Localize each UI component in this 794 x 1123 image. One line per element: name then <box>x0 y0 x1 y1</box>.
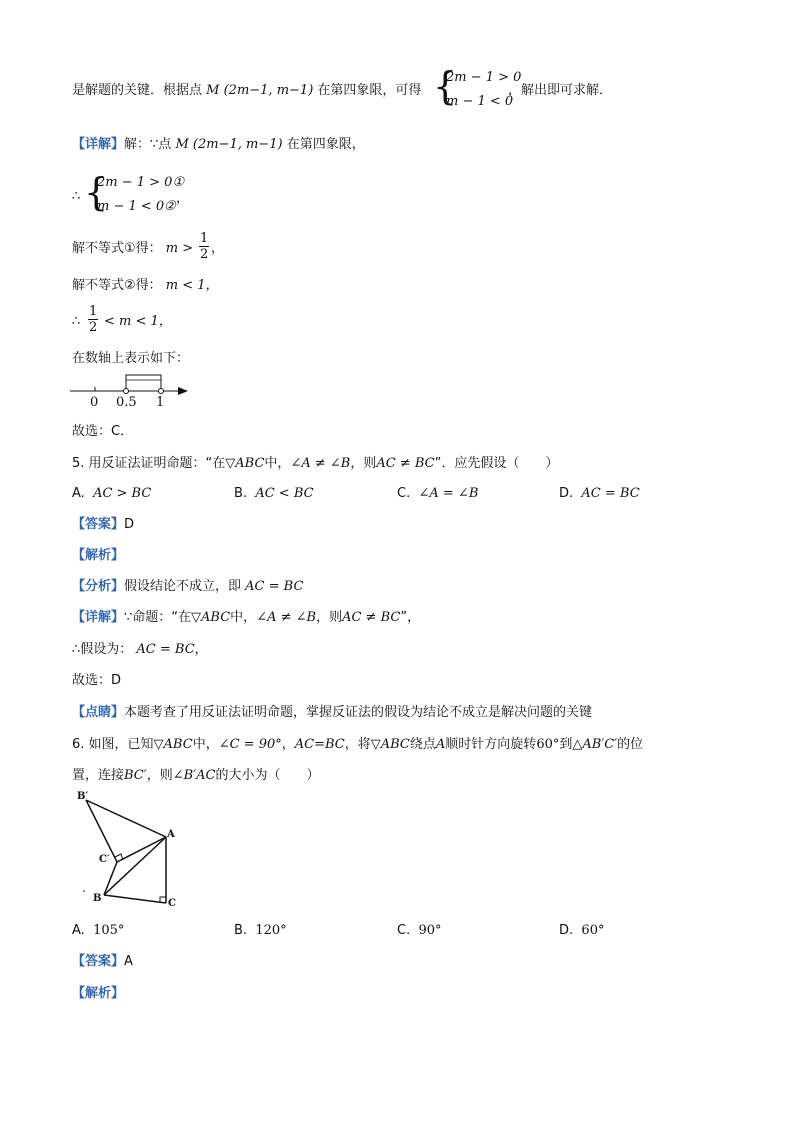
q5-comment <box>72 704 592 722</box>
q6-stem2-a: 置，连接 <box>72 768 125 783</box>
option-label: B. <box>234 486 248 501</box>
q6-stem1-h: 的位 <box>617 737 644 752</box>
option-value: AC < BC <box>255 486 314 501</box>
option-value: AC = BC <box>581 486 640 501</box>
open-point-half <box>124 389 129 394</box>
q6-geometry-figure <box>70 790 190 915</box>
right-angle-mark-c <box>160 897 166 902</box>
number-line-figure <box>66 370 196 398</box>
q5-option-d[interactable] <box>559 485 640 503</box>
detail4-text-b: 在第四象限， <box>286 137 365 152</box>
q5-analysis-text: 假设结论不成立，即 <box>124 579 242 594</box>
intro-line <box>72 82 421 100</box>
q5-detail-triangle: ▽ABC <box>191 610 231 625</box>
detail4-brace: { <box>84 170 109 214</box>
option-value: ∠A = ∠B <box>418 486 479 501</box>
q6-stem2-c: 的大小为（ ） <box>215 768 320 783</box>
option-value: 60° <box>581 923 605 938</box>
detail4-range-suffix: < m < 1， <box>104 314 172 329</box>
intro-brace: { <box>433 64 458 108</box>
fraction-numerator: 1 <box>200 231 209 246</box>
segment-b-prime-c-prime <box>86 800 117 862</box>
q5-detail-tag: 【详解】 <box>72 610 125 625</box>
q5-stem-d: ”．应先假设（ ） <box>434 456 559 471</box>
solution-bracket <box>126 375 161 391</box>
q6-stem2-b: ，则 <box>146 768 173 783</box>
open-point-one <box>159 389 164 394</box>
q5-stem-triangle: ▽ABC <box>225 456 265 471</box>
segment-a-b <box>104 837 166 895</box>
q5-detail-c: ，则 <box>316 610 343 625</box>
option-label: A. <box>72 923 85 938</box>
segment-b-c-prime <box>104 862 117 895</box>
option-value: AC > BC <box>93 486 152 501</box>
intro-system-line-1: 2m − 1 > 0 <box>446 70 522 85</box>
intro-system-line-2: m − 1 < 0 <box>446 94 514 109</box>
detail4-tag: 【详解】 <box>72 137 125 152</box>
detail4-answer: 故选：C． <box>72 424 134 439</box>
detail4-system-line-2: m − 1 < 0② <box>97 199 176 214</box>
q6-stem-line-1 <box>72 736 643 754</box>
q5-detail-condition: ∠A ≠ ∠B <box>256 610 317 625</box>
q5-detail-conclusion: AC ≠ BC <box>342 610 401 625</box>
number-line-arrow <box>178 387 188 395</box>
fig-label-c: C <box>168 898 176 909</box>
q6-option-c[interactable] <box>397 922 442 940</box>
q6-option-d[interactable] <box>559 922 604 940</box>
option-label: A. <box>72 486 85 501</box>
q5-analysis-expr: AC = BC <box>245 579 304 594</box>
intro-point: M (2m−1, m−1) <box>206 83 314 98</box>
detail4-range-fraction <box>88 304 98 335</box>
q6-stem1-equal: AC=BC <box>294 737 345 752</box>
q6-analysis-tag: 【解析】 <box>72 986 125 1001</box>
q6-stem1-a: 6. 如图，已知 <box>72 737 154 752</box>
detail4-comma: ， <box>176 191 190 206</box>
q5-stem-conclusion: AC ≠ BC <box>376 456 435 471</box>
detail4-step1-label: 解不等式①得： <box>72 241 162 256</box>
q5-detail-d: ”， <box>400 610 421 625</box>
q6-option-b[interactable] <box>234 922 287 940</box>
q5-assume <box>72 641 208 659</box>
q6-stem1-f: 顺时针方向旋转 <box>445 737 537 752</box>
q6-stem1-triangle-3: △AB′C′ <box>572 737 618 752</box>
detail4-half-fraction <box>199 231 209 262</box>
detail4-range-prefix: ∴ <box>72 314 81 329</box>
intro-text-b: 在第四象限，可得 <box>317 83 422 98</box>
detail4-point: M (2m−1, m−1) <box>175 137 283 152</box>
fraction-denominator: 2 <box>89 320 98 335</box>
fig-label-b: B <box>93 893 102 904</box>
intro-tail: ，解出即可求解． <box>508 83 613 98</box>
q6-stem1-e: 绕点 <box>409 737 436 752</box>
q5-choose: 故选：D <box>72 673 122 688</box>
q5-option-a[interactable] <box>72 485 151 503</box>
q5-detail <box>72 609 420 627</box>
tick-label-1: 1 <box>156 395 165 410</box>
option-value: 90° <box>418 923 442 938</box>
segment-b-c <box>104 895 166 903</box>
q6-stem2-angle: ∠B′AC <box>172 768 216 783</box>
q6-stem1-triangle: ▽ABC <box>153 737 193 752</box>
fraction-numerator: 1 <box>89 304 98 319</box>
q5-option-c[interactable] <box>397 485 478 503</box>
q6-stem1-degree: 60° <box>536 737 560 752</box>
detail4-system-line-1: 2m − 1 > 0① <box>97 175 185 190</box>
q5-comment-text: 本题考查了用反证法证明命题，掌握反证法的假设为结论不成立是解决问题的关键 <box>124 705 593 720</box>
q5-detail-b: 中， <box>230 610 257 625</box>
intro-text-a: 是解题的关键．根据点 <box>72 83 203 98</box>
q6-stem1-point: A <box>435 737 446 752</box>
q5-stem-a: 5. 用反证法证明命题：“在 <box>72 456 226 471</box>
segment-b-prime-a <box>86 800 166 837</box>
q6-stem1-d: ，将 <box>344 737 371 752</box>
option-label: D. <box>559 486 574 501</box>
q5-assume-a: ∴假设为： <box>72 642 133 657</box>
fraction-denominator: 2 <box>200 247 209 262</box>
q5-option-b[interactable] <box>234 485 314 503</box>
q6-stem-line-2 <box>72 767 319 785</box>
stray-dot <box>83 890 85 892</box>
q5-stem-c: ，则 <box>350 456 377 471</box>
q6-answer-tag: 【答案】 <box>72 954 125 969</box>
option-label: B. <box>234 923 248 938</box>
q6-stem1-g: 到 <box>559 737 573 752</box>
q6-answer-value: A <box>124 954 133 969</box>
q5-stem-condition: ∠A ≠ ∠B <box>290 456 351 471</box>
q6-stem1-c: ， <box>281 737 295 752</box>
q5-comment-tag: 【点睛】 <box>72 705 125 720</box>
fig-label-b-prime: B′ <box>77 791 89 802</box>
q5-stem <box>72 455 558 473</box>
option-label: C. <box>397 486 411 501</box>
q5-answer-value: D <box>124 517 135 532</box>
fig-label-c-prime: C′ <box>99 854 110 865</box>
option-label: C. <box>397 923 411 938</box>
q5-answer <box>72 516 134 534</box>
fig-label-a: A <box>167 829 175 840</box>
q6-answer <box>72 953 133 971</box>
segment-c-prime-a <box>117 837 166 862</box>
q5-analysis-sub-tag: 【分析】 <box>72 579 125 594</box>
q5-assume-expr: AC = BC <box>136 642 195 657</box>
q6-stem1-triangle-2: ▽ABC <box>370 737 410 752</box>
detail4-step1 <box>72 240 193 258</box>
detail4-text-a: 解：∵点 <box>124 137 172 152</box>
detail4-step1-expr: m > <box>165 241 194 256</box>
tick-label-0.5: 0.5 <box>116 395 137 410</box>
option-label: D. <box>559 923 574 938</box>
q5-answer-tag: 【答案】 <box>72 517 125 532</box>
detail4-step2-label: 解不等式②得： <box>72 278 162 293</box>
q5-stem-b: 中， <box>264 456 291 471</box>
tick-label-0: 0 <box>90 395 99 410</box>
q5-analysis <box>72 578 303 596</box>
q5-detail-a: ∵命题：“在 <box>124 610 192 625</box>
detail4-step1-end: ， <box>211 241 225 256</box>
option-value: 120° <box>255 923 287 938</box>
q6-stem2-segment: BC′ <box>124 768 147 783</box>
detail4-step2-expr: m < 1， <box>165 278 219 293</box>
q6-option-a[interactable] <box>72 922 124 940</box>
detail4-line <box>72 136 365 154</box>
detail4-therefore: ∴ <box>72 189 81 204</box>
q5-analysis-tag: 【解析】 <box>72 548 125 563</box>
detail4-axis-label: 在数轴上表示如下： <box>72 351 190 366</box>
option-value: 105° <box>93 923 125 938</box>
detail4-step2 <box>72 277 219 295</box>
q6-stem1-angle: ∠C = 90° <box>218 737 282 752</box>
q6-stem1-b: 中， <box>192 737 219 752</box>
q5-assume-b: ， <box>194 642 208 657</box>
